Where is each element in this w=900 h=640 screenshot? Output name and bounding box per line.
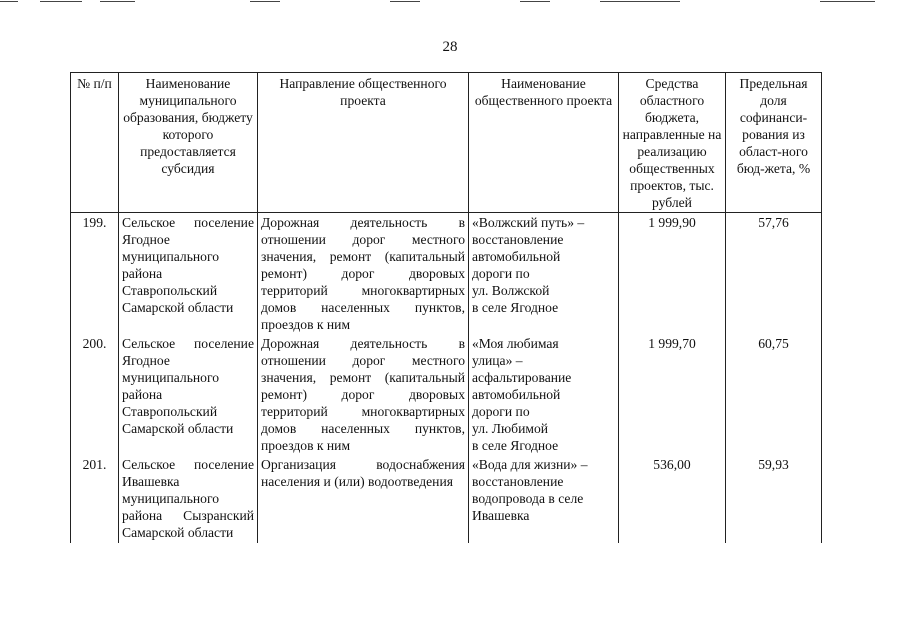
row-direction: Организация водоснабжения населения и (или) водоотведения [258, 456, 469, 543]
row-number: 201. [71, 456, 119, 543]
table-row [71, 213, 822, 336]
row-municipality: Сельское поселение Ивашевка муниципального района Сызранский Самарской области [119, 456, 258, 543]
header-number: № п/п [71, 73, 119, 213]
row-municipality: Сельское поселение Ягодное муниципального района Ставропольский Самарской области [119, 213, 258, 336]
subsidy-table [70, 72, 822, 543]
header-amount: Средства областного бюджета, направленные на реализацию общественных проектов, тыс. рублей [619, 73, 726, 213]
page-number: 28 [442, 39, 458, 55]
header-direction: Направление общественного проекта [258, 73, 469, 213]
row-amount: 1 999,70 [619, 335, 726, 456]
header-share: Предельная доля софинанси-рования из област-ного бюд-жета, % [726, 73, 822, 213]
row-direction: Дорожная деятельность в отношении дорог местного значения, ремонт (капитальный ремонт) дорог дворовых территорий многоквартирных домов населенных пунктов, проездов к ним [258, 335, 469, 456]
row-number: 199. [71, 213, 119, 336]
row-project: «Моя любимая улица» – асфальтирование автомобильной дороги по ул. Любимой в селе Ягодное [469, 335, 619, 456]
row-project: «Волжский путь» – восстановление автомобильной дороги по ул. Волжской в селе Ягодное [469, 213, 619, 336]
row-municipality: Сельское поселение Ягодное муниципального района Ставропольский Самарской области [119, 335, 258, 456]
row-amount: 1 999,90 [619, 213, 726, 336]
table-row [71, 335, 822, 456]
row-amount: 536,00 [619, 456, 726, 543]
table-header-row [71, 73, 822, 213]
row-project: «Вода для жизни» – восстановление водопровода в селе Ивашевка [469, 456, 619, 543]
row-share: 59,93 [726, 456, 822, 543]
row-share: 60,75 [726, 335, 822, 456]
header-project: Наименование общественного проекта [469, 73, 619, 213]
header-municipality: Наименование муниципального образования, бюджету которого предоставляется субсидия [119, 73, 258, 213]
scan-artifact-marks [0, 0, 900, 6]
row-number: 200. [71, 335, 119, 456]
row-share: 57,76 [726, 213, 822, 336]
row-direction: Дорожная деятельность в отношении дорог местного значения, ремонт (капитальный ремонт) дорог дворовых территорий многоквартирных домов населенных пунктов, проездов к ним [258, 213, 469, 336]
table-row [71, 456, 822, 543]
